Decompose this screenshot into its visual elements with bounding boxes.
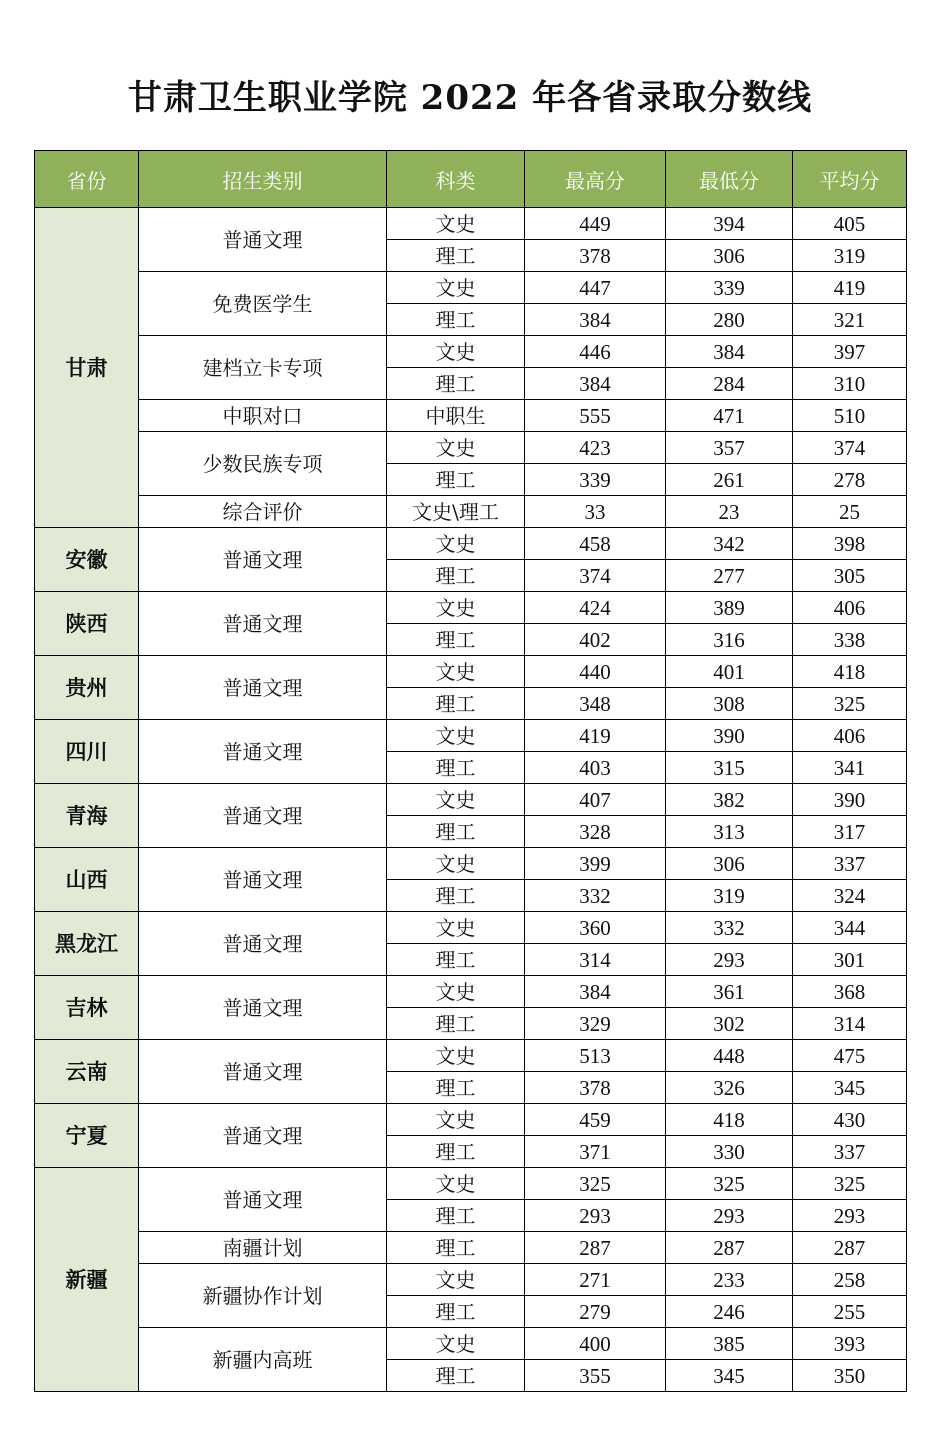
max-score-cell: 314 [525,944,666,976]
avg-score-cell: 374 [793,432,907,464]
min-score-cell: 23 [666,496,793,528]
table-row [35,784,907,816]
subject-cell: 文史 [387,592,525,624]
max-score-cell: 325 [525,1168,666,1200]
max-score-cell: 279 [525,1296,666,1328]
subject-cell: 理工 [387,1232,525,1264]
avg-score-cell: 510 [793,400,907,432]
min-score-cell: 401 [666,656,793,688]
max-score-cell: 374 [525,560,666,592]
subject-cell: 理工 [387,944,525,976]
avg-score-cell: 278 [793,464,907,496]
subject-cell: 理工 [387,752,525,784]
subject-cell: 文史 [387,272,525,304]
avg-score-cell: 287 [793,1232,907,1264]
province-cell: 陕西 [35,592,139,656]
avg-score-cell: 337 [793,848,907,880]
max-score-cell: 403 [525,752,666,784]
table-row [35,976,907,1008]
category-cell: 建档立卡专项 [139,336,387,400]
max-score-cell: 419 [525,720,666,752]
category-cell: 普通文理 [139,848,387,912]
max-score-cell: 384 [525,976,666,1008]
category-cell: 普通文理 [139,656,387,720]
province-cell: 云南 [35,1040,139,1104]
max-score-cell: 424 [525,592,666,624]
table-row [35,1104,907,1136]
max-score-cell: 449 [525,208,666,240]
min-score-cell: 382 [666,784,793,816]
avg-score-cell: 341 [793,752,907,784]
category-cell: 普通文理 [139,976,387,1040]
max-score-cell: 555 [525,400,666,432]
province-cell: 甘肃 [35,208,139,528]
table-row [35,528,907,560]
table-row [35,1328,907,1360]
category-cell: 新疆内高班 [139,1328,387,1392]
avg-score-cell: 393 [793,1328,907,1360]
avg-score-cell: 310 [793,368,907,400]
subject-cell: 理工 [387,368,525,400]
header-subject: 科类 [387,151,525,208]
max-score-cell: 423 [525,432,666,464]
table-row [35,848,907,880]
subject-cell: 文史 [387,208,525,240]
province-cell: 新疆 [35,1168,139,1392]
min-score-cell: 385 [666,1328,793,1360]
max-score-cell: 440 [525,656,666,688]
table-row [35,912,907,944]
avg-score-cell: 258 [793,1264,907,1296]
max-score-cell: 348 [525,688,666,720]
subject-cell: 文史 [387,336,525,368]
min-score-cell: 330 [666,1136,793,1168]
max-score-cell: 328 [525,816,666,848]
min-score-cell: 471 [666,400,793,432]
max-score-cell: 371 [525,1136,666,1168]
min-score-cell: 325 [666,1168,793,1200]
subject-cell: 理工 [387,1136,525,1168]
max-score-cell: 407 [525,784,666,816]
max-score-cell: 384 [525,304,666,336]
min-score-cell: 293 [666,944,793,976]
subject-cell: 中职生 [387,400,525,432]
avg-score-cell: 255 [793,1296,907,1328]
avg-score-cell: 406 [793,592,907,624]
avg-score-cell: 475 [793,1040,907,1072]
province-cell: 山西 [35,848,139,912]
avg-score-cell: 345 [793,1072,907,1104]
table-row [35,496,907,528]
min-score-cell: 339 [666,272,793,304]
avg-score-cell: 418 [793,656,907,688]
table-row [35,208,907,240]
min-score-cell: 345 [666,1360,793,1392]
avg-score-cell: 305 [793,560,907,592]
province-cell: 黑龙江 [35,912,139,976]
subject-cell: 理工 [387,1008,525,1040]
max-score-cell: 513 [525,1040,666,1072]
subject-cell: 理工 [387,1360,525,1392]
header-min-score: 最低分 [666,151,793,208]
min-score-cell: 332 [666,912,793,944]
subject-cell: 理工 [387,1072,525,1104]
max-score-cell: 329 [525,1008,666,1040]
category-cell: 普通文理 [139,1104,387,1168]
category-cell: 新疆协作计划 [139,1264,387,1328]
min-score-cell: 308 [666,688,793,720]
max-score-cell: 332 [525,880,666,912]
table-row [35,432,907,464]
avg-score-cell: 406 [793,720,907,752]
subject-cell: 文史 [387,784,525,816]
avg-score-cell: 325 [793,688,907,720]
min-score-cell: 284 [666,368,793,400]
table-row [35,1264,907,1296]
table-row [35,1232,907,1264]
avg-score-cell: 301 [793,944,907,976]
admission-score-table [34,150,907,1392]
min-score-cell: 390 [666,720,793,752]
subject-cell: 文史 [387,848,525,880]
subject-cell: 文史 [387,720,525,752]
province-cell: 宁夏 [35,1104,139,1168]
header-avg-score: 平均分 [793,151,907,208]
min-score-cell: 394 [666,208,793,240]
min-score-cell: 389 [666,592,793,624]
min-score-cell: 418 [666,1104,793,1136]
min-score-cell: 316 [666,624,793,656]
subject-cell: 理工 [387,560,525,592]
category-cell: 普通文理 [139,720,387,784]
avg-score-cell: 405 [793,208,907,240]
min-score-cell: 315 [666,752,793,784]
category-cell: 综合评价 [139,496,387,528]
category-cell: 普通文理 [139,528,387,592]
table-row [35,656,907,688]
category-cell: 普通文理 [139,1168,387,1232]
min-score-cell: 293 [666,1200,793,1232]
min-score-cell: 306 [666,240,793,272]
subject-cell: 理工 [387,816,525,848]
page-title: 甘肃卫生职业学院 2022 年各省录取分数线 [127,78,813,118]
max-score-cell: 339 [525,464,666,496]
subject-cell: 文史 [387,1264,525,1296]
avg-score-cell: 319 [793,240,907,272]
table-row [35,400,907,432]
avg-score-cell: 398 [793,528,907,560]
avg-score-cell: 25 [793,496,907,528]
max-score-cell: 378 [525,1072,666,1104]
max-score-cell: 355 [525,1360,666,1392]
avg-score-cell: 344 [793,912,907,944]
min-score-cell: 448 [666,1040,793,1072]
avg-score-cell: 321 [793,304,907,336]
province-cell: 吉林 [35,976,139,1040]
max-score-cell: 400 [525,1328,666,1360]
category-cell: 中职对口 [139,400,387,432]
table-row [35,272,907,304]
min-score-cell: 277 [666,560,793,592]
avg-score-cell: 325 [793,1168,907,1200]
subject-cell: 理工 [387,1200,525,1232]
table-row [35,336,907,368]
header-province: 省份 [35,151,139,208]
min-score-cell: 246 [666,1296,793,1328]
subject-cell: 文史 [387,656,525,688]
avg-score-cell: 338 [793,624,907,656]
province-cell: 四川 [35,720,139,784]
subject-cell: 文史 [387,1168,525,1200]
subject-cell: 理工 [387,624,525,656]
subject-cell: 理工 [387,240,525,272]
min-score-cell: 326 [666,1072,793,1104]
category-cell: 普通文理 [139,912,387,976]
subject-cell: 文史 [387,1104,525,1136]
min-score-cell: 261 [666,464,793,496]
avg-score-cell: 390 [793,784,907,816]
subject-cell: 文史 [387,976,525,1008]
max-score-cell: 459 [525,1104,666,1136]
table-body [35,208,907,1392]
subject-cell: 理工 [387,464,525,496]
min-score-cell: 319 [666,880,793,912]
avg-score-cell: 397 [793,336,907,368]
avg-score-cell: 337 [793,1136,907,1168]
subject-cell: 文史 [387,1040,525,1072]
category-cell: 普通文理 [139,592,387,656]
max-score-cell: 271 [525,1264,666,1296]
avg-score-cell: 368 [793,976,907,1008]
min-score-cell: 306 [666,848,793,880]
max-score-cell: 287 [525,1232,666,1264]
avg-score-cell: 314 [793,1008,907,1040]
category-cell: 南疆计划 [139,1232,387,1264]
min-score-cell: 384 [666,336,793,368]
max-score-cell: 447 [525,272,666,304]
category-cell: 少数民族专项 [139,432,387,496]
table-header-row [35,151,907,208]
category-cell: 普通文理 [139,1040,387,1104]
subject-cell: 文史\理工 [387,496,525,528]
avg-score-cell: 350 [793,1360,907,1392]
max-score-cell: 360 [525,912,666,944]
min-score-cell: 357 [666,432,793,464]
province-cell: 安徽 [35,528,139,592]
category-cell: 免费医学生 [139,272,387,336]
table-row [35,1168,907,1200]
category-cell: 普通文理 [139,784,387,848]
max-score-cell: 293 [525,1200,666,1232]
province-cell: 青海 [35,784,139,848]
subject-cell: 理工 [387,688,525,720]
subject-cell: 文史 [387,528,525,560]
category-cell: 普通文理 [139,208,387,272]
province-cell: 贵州 [35,656,139,720]
table-row [35,592,907,624]
max-score-cell: 402 [525,624,666,656]
subject-cell: 文史 [387,912,525,944]
table-row [35,1040,907,1072]
avg-score-cell: 419 [793,272,907,304]
subject-cell: 理工 [387,304,525,336]
max-score-cell: 458 [525,528,666,560]
subject-cell: 理工 [387,880,525,912]
table-row [35,720,907,752]
avg-score-cell: 430 [793,1104,907,1136]
min-score-cell: 313 [666,816,793,848]
min-score-cell: 361 [666,976,793,1008]
min-score-cell: 287 [666,1232,793,1264]
max-score-cell: 378 [525,240,666,272]
max-score-cell: 446 [525,336,666,368]
max-score-cell: 399 [525,848,666,880]
min-score-cell: 280 [666,304,793,336]
avg-score-cell: 293 [793,1200,907,1232]
max-score-cell: 384 [525,368,666,400]
min-score-cell: 342 [666,528,793,560]
min-score-cell: 233 [666,1264,793,1296]
max-score-cell: 33 [525,496,666,528]
header-max-score: 最高分 [525,151,666,208]
min-score-cell: 302 [666,1008,793,1040]
subject-cell: 理工 [387,1296,525,1328]
avg-score-cell: 317 [793,816,907,848]
subject-cell: 文史 [387,432,525,464]
subject-cell: 文史 [387,1328,525,1360]
header-category: 招生类别 [139,151,387,208]
avg-score-cell: 324 [793,880,907,912]
